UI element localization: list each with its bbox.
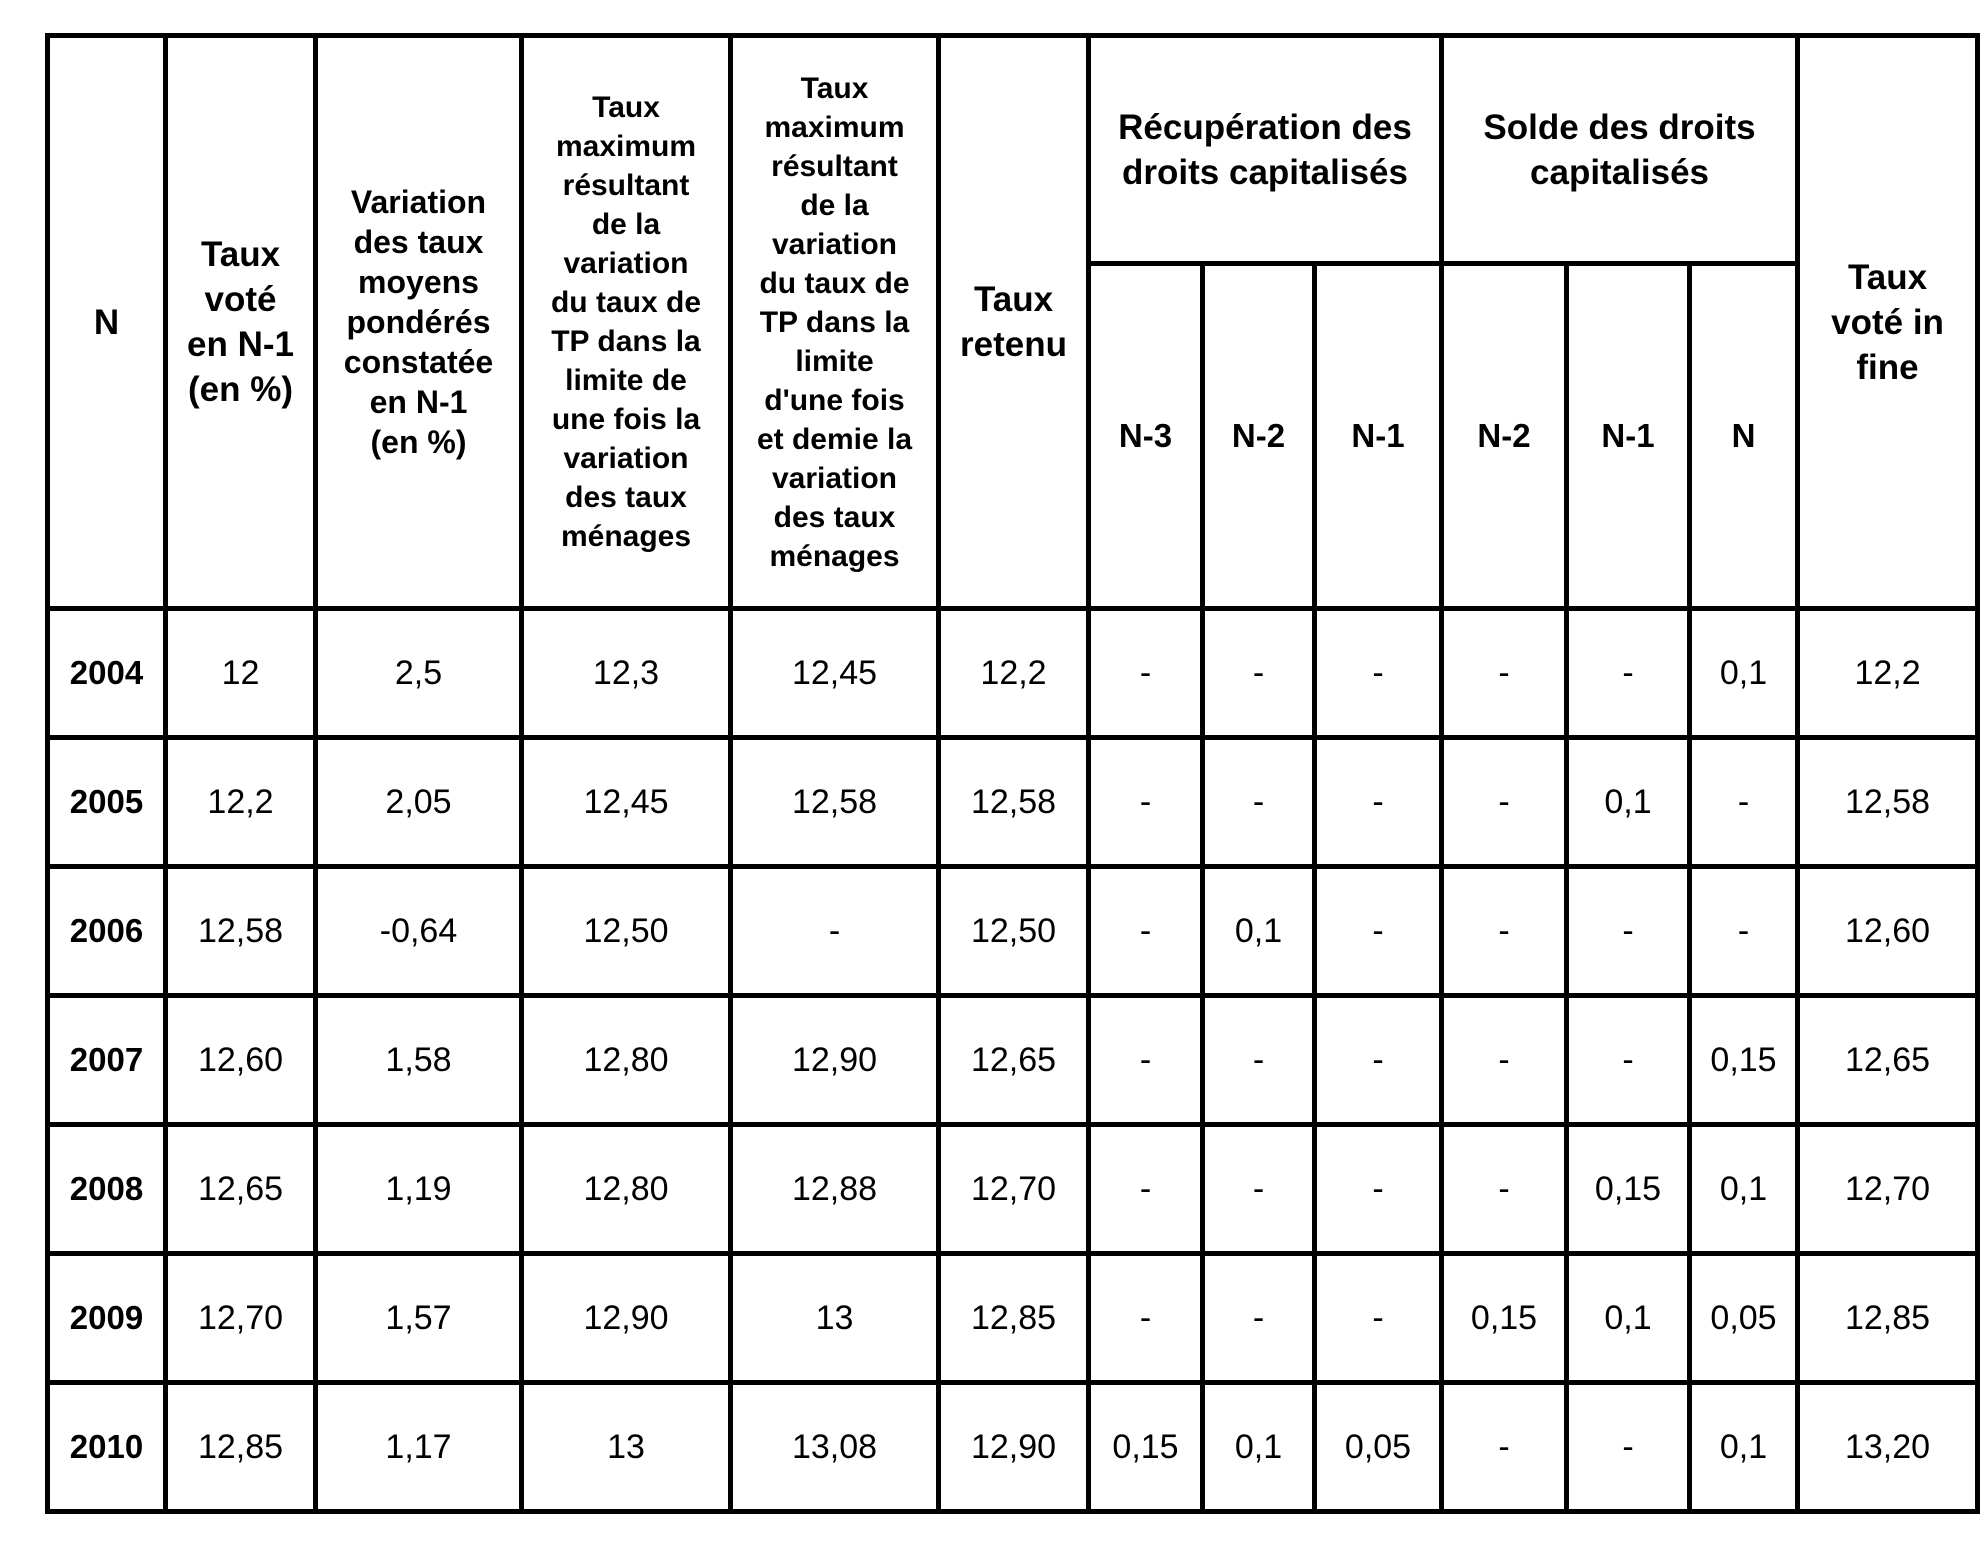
cell-solde-n2: - <box>1442 867 1567 996</box>
cell-solde-n1: 0,1 <box>1567 1254 1690 1383</box>
cell-solde-n1: - <box>1567 867 1690 996</box>
cell-solde-n: 0,1 <box>1690 609 1798 738</box>
cell-rec-n1: - <box>1315 867 1442 996</box>
cell-rec-n3: 0,15 <box>1089 1383 1203 1512</box>
cell-taux-vote-n1: 12,85 <box>166 1383 316 1512</box>
year-cell: 2008 <box>48 1125 166 1254</box>
cell-rec-n3: - <box>1089 738 1203 867</box>
header-taux-max-une-fois-demie: Taux maximum résultant de la variation du taux de TP dans la limite d'une fois et demie la variation des taux ménages <box>731 36 939 609</box>
cell-solde-n2: - <box>1442 1383 1567 1512</box>
cell-taux-max-une-fois: 12,45 <box>522 738 731 867</box>
cell-variation: 2,5 <box>316 609 522 738</box>
cell-solde-n: 0,1 <box>1690 1383 1798 1512</box>
cell-solde-n: 0,15 <box>1690 996 1798 1125</box>
cell-taux-max-une-fois-demie: 12,88 <box>731 1125 939 1254</box>
table-row <box>48 1254 1978 1383</box>
header-rec-n1: N-1 <box>1315 264 1442 609</box>
cell-rec-n1: - <box>1315 996 1442 1125</box>
table-row <box>48 996 1978 1125</box>
cell-rec-n3: - <box>1089 1254 1203 1383</box>
header-solde-n1: N-1 <box>1567 264 1690 609</box>
cell-taux-retenu: 12,70 <box>939 1125 1089 1254</box>
cell-rec-n2: - <box>1203 1254 1315 1383</box>
cell-taux-vote-in-fine: 12,2 <box>1798 609 1978 738</box>
cell-rec-n3: - <box>1089 867 1203 996</box>
cell-taux-vote-n1: 12,60 <box>166 996 316 1125</box>
cell-taux-retenu: 12,2 <box>939 609 1089 738</box>
cell-solde-n1: - <box>1567 996 1690 1125</box>
cell-solde-n1: 0,1 <box>1567 738 1690 867</box>
cell-rec-n1: - <box>1315 1254 1442 1383</box>
cell-taux-vote-n1: 12 <box>166 609 316 738</box>
cell-solde-n2: - <box>1442 609 1567 738</box>
cell-taux-retenu: 12,85 <box>939 1254 1089 1383</box>
header-n: N <box>48 36 166 609</box>
cell-taux-max-une-fois-demie: 13 <box>731 1254 939 1383</box>
cell-taux-retenu: 12,90 <box>939 1383 1089 1512</box>
cell-taux-max-une-fois: 13 <box>522 1383 731 1512</box>
header-taux-vote-n1: Taux voté en N-1 (en %) <box>166 36 316 609</box>
cell-rec-n2: - <box>1203 1125 1315 1254</box>
cell-taux-max-une-fois-demie: 13,08 <box>731 1383 939 1512</box>
cell-taux-vote-n1: 12,70 <box>166 1254 316 1383</box>
year-cell: 2004 <box>48 609 166 738</box>
cell-solde-n2: - <box>1442 1125 1567 1254</box>
cell-variation: 1,17 <box>316 1383 522 1512</box>
header-taux-vote-in-fine: Taux voté in fine <box>1798 36 1978 609</box>
cell-rec-n3: - <box>1089 1125 1203 1254</box>
cell-taux-max-une-fois-demie: 12,58 <box>731 738 939 867</box>
cell-rec-n3: - <box>1089 996 1203 1125</box>
header-solde-n2: N-2 <box>1442 264 1567 609</box>
year-cell: 2007 <box>48 996 166 1125</box>
cell-rec-n1: - <box>1315 1125 1442 1254</box>
year-cell: 2009 <box>48 1254 166 1383</box>
cell-solde-n: - <box>1690 867 1798 996</box>
cell-taux-max-une-fois-demie: 12,45 <box>731 609 939 738</box>
cell-rec-n1: - <box>1315 738 1442 867</box>
cell-taux-vote-in-fine: 12,65 <box>1798 996 1978 1125</box>
header-solde-n: N <box>1690 264 1798 609</box>
header-solde: Solde des droits capitalisés <box>1442 36 1798 264</box>
cell-taux-vote-in-fine: 13,20 <box>1798 1383 1978 1512</box>
cell-rec-n2: - <box>1203 996 1315 1125</box>
cell-solde-n: 0,05 <box>1690 1254 1798 1383</box>
cell-variation: -0,64 <box>316 867 522 996</box>
cell-taux-retenu: 12,50 <box>939 867 1089 996</box>
cell-taux-max-une-fois: 12,50 <box>522 867 731 996</box>
cell-taux-vote-n1: 12,65 <box>166 1125 316 1254</box>
cell-solde-n2: 0,15 <box>1442 1254 1567 1383</box>
cell-taux-retenu: 12,58 <box>939 738 1089 867</box>
year-cell: 2010 <box>48 1383 166 1512</box>
cell-taux-vote-n1: 12,2 <box>166 738 316 867</box>
cell-taux-vote-in-fine: 12,85 <box>1798 1254 1978 1383</box>
cell-taux-vote-in-fine: 12,60 <box>1798 867 1978 996</box>
header-recuperation: Récupération des droits capitalisés <box>1089 36 1442 264</box>
cell-taux-max-une-fois-demie: 12,90 <box>731 996 939 1125</box>
header-rec-n3: N-3 <box>1089 264 1203 609</box>
cell-solde-n1: - <box>1567 609 1690 738</box>
header-taux-max-une-fois: Taux maximum résultant de la variation du taux de TP dans la limite de une fois la variation des taux ménages <box>522 36 731 609</box>
year-cell: 2006 <box>48 867 166 996</box>
header-rec-n2: N-2 <box>1203 264 1315 609</box>
cell-taux-vote-in-fine: 12,58 <box>1798 738 1978 867</box>
table-row <box>48 738 1978 867</box>
cell-taux-max-une-fois: 12,80 <box>522 996 731 1125</box>
rates-table <box>45 33 1980 1514</box>
cell-taux-retenu: 12,65 <box>939 996 1089 1125</box>
cell-variation: 1,57 <box>316 1254 522 1383</box>
table-row <box>48 867 1978 996</box>
cell-taux-max-une-fois: 12,90 <box>522 1254 731 1383</box>
cell-variation: 2,05 <box>316 738 522 867</box>
cell-taux-vote-n1: 12,58 <box>166 867 316 996</box>
cell-taux-max-une-fois: 12,80 <box>522 1125 731 1254</box>
year-cell: 2005 <box>48 738 166 867</box>
cell-rec-n1: - <box>1315 609 1442 738</box>
header-taux-retenu: Taux retenu <box>939 36 1089 609</box>
cell-rec-n2: 0,1 <box>1203 867 1315 996</box>
cell-solde-n: 0,1 <box>1690 1125 1798 1254</box>
cell-variation: 1,19 <box>316 1125 522 1254</box>
cell-solde-n: - <box>1690 738 1798 867</box>
cell-rec-n2: 0,1 <box>1203 1383 1315 1512</box>
table-row <box>48 1383 1978 1512</box>
cell-taux-vote-in-fine: 12,70 <box>1798 1125 1978 1254</box>
cell-taux-max-une-fois-demie: - <box>731 867 939 996</box>
cell-rec-n2: - <box>1203 738 1315 867</box>
cell-solde-n2: - <box>1442 996 1567 1125</box>
cell-solde-n1: - <box>1567 1383 1690 1512</box>
cell-variation: 1,58 <box>316 996 522 1125</box>
header-variation: Variation des taux moyens pondérés constatée en N-1 (en %) <box>316 36 522 609</box>
cell-taux-max-une-fois: 12,3 <box>522 609 731 738</box>
table-row <box>48 1125 1978 1254</box>
cell-solde-n2: - <box>1442 738 1567 867</box>
cell-rec-n1: 0,05 <box>1315 1383 1442 1512</box>
cell-rec-n3: - <box>1089 609 1203 738</box>
cell-rec-n2: - <box>1203 609 1315 738</box>
cell-solde-n1: 0,15 <box>1567 1125 1690 1254</box>
table-row <box>48 609 1978 738</box>
